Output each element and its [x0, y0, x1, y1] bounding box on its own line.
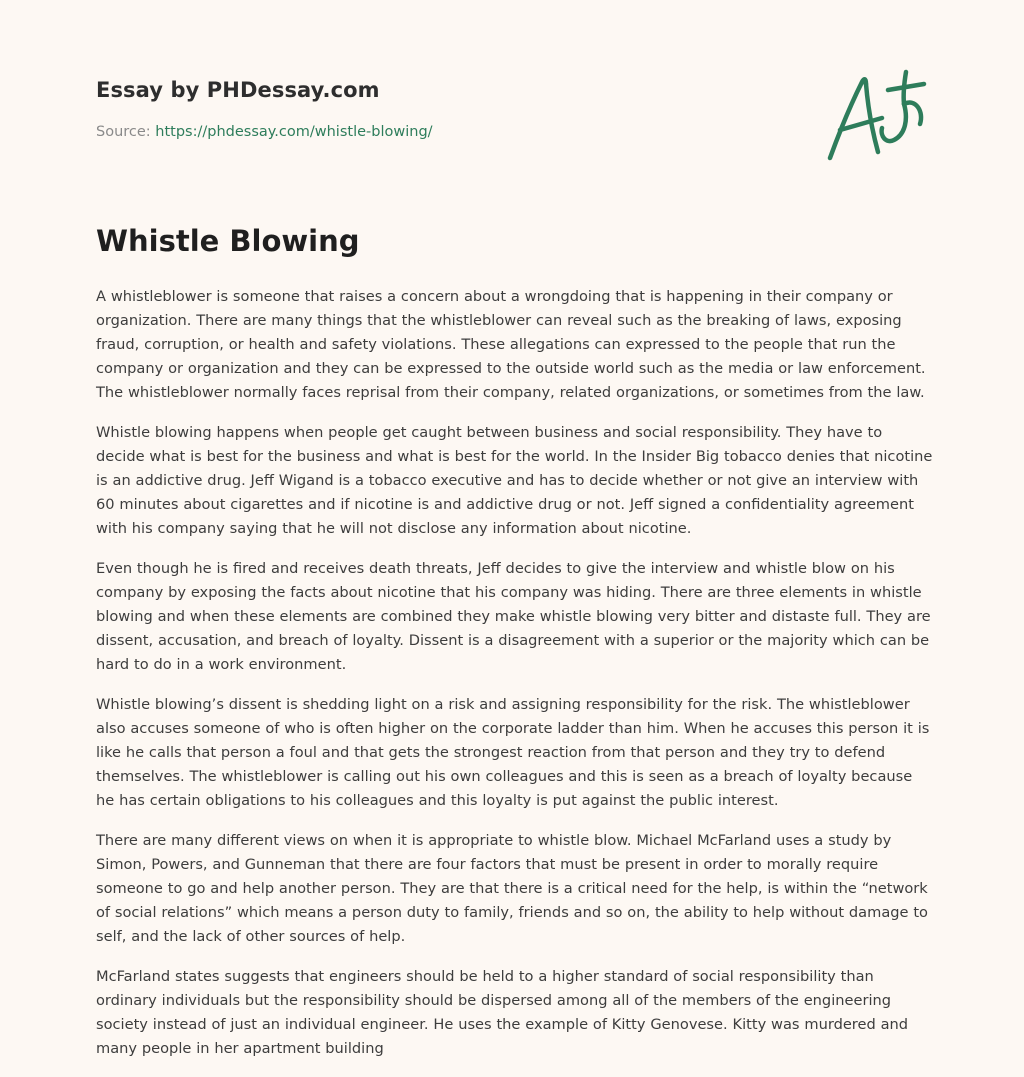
essay-title: Whistle Blowing — [96, 224, 360, 258]
essay-paragraph: A whistleblower is someone that raises a concern about a wrongdoing that is happening in their company or organization. There are many things that the whistleblower can reveal such as the breaking of laws, exposing fraud, corruption, or health and safety violations. These allegations can expressed to the people that run the company or organization and they can be expressed to the outside world such as the media or law enforcement. The whistleblower normally faces reprisal from their company, related organizations, or sometimes from the law. — [96, 288, 926, 401]
essay-paragraph: There are many different views on when it is appropriate to whistle blow. Michael McFarland uses a study by Simon, Powers, and Gunneman that there are four factors that must be present in order to morally require someone to go and help another person. They are that there is a critical need for the help, is within the “network of social relations” which means a person duty to family, friends and so on, the ability to help without damage to self, and the lack of other sources of help. — [96, 832, 928, 945]
essay-paragraph: Even though he is fired and receives death threats, Jeff decides to give the interview and whistle blow on his company by exposing the facts about nicotine that his company was hiding. There are three elements in whistle blowing and when these elements are combined they make whistle blowing very bitter and distaste full. They are dissent, accusation, and breach of loyalty. Dissent is a disagreement with a superior or the majority which can be hard to do in a work environment. — [96, 560, 931, 673]
a-plus-icon — [824, 68, 928, 164]
a-plus-grade-logo — [824, 68, 928, 164]
essay-paragraph: Whistle blowing happens when people get caught between business and social responsibility. They have to decide what is best for the business and what is best for the world. In the Insider Big tobacco denies that nicotine is an addictive drug. Jeff Wigand is a tobacco executive and has to decide whether or not give an interview with 60 minutes about cigarettes and if nicotine is and addictive drug or not. Jeff signed a confidentiality agreement with his company saying that he will not disclose any information about nicotine. — [96, 424, 933, 537]
source-link[interactable]: https://phdessay.com/whistle-blowing/ — [155, 124, 433, 140]
source-line — [96, 124, 433, 140]
essay-paragraph: Whistle blowing’s dissent is shedding light on a risk and assigning responsibility for the risk. The whistleblower also accuses someone of who is often higher on the corporate ladder than him. When he accuses this person it is like he calls that person a foul and that gets the strongest reaction from that person and they try to defend themselves. The whistleblower is calling out his own colleagues and this is seen as a breach of loyalty because he has certain obligations to his colleagues and this loyalty is put against the public interest. — [96, 696, 930, 809]
essay-body — [96, 285, 934, 1077]
source-label: Source: — [96, 124, 156, 140]
essay-paragraph: McFarland states suggests that engineers should be held to a higher standard of social responsibility than ordinary individuals but the responsibility should be dispersed among all of the members of the engineering society instead of just an individual engineer. He uses the example of Kitty Genovese. Kitty was murdered and many people in her apartment building — [96, 968, 909, 1057]
page-header — [96, 78, 932, 178]
site-title: Essay by PHDessay.com — [96, 78, 380, 102]
